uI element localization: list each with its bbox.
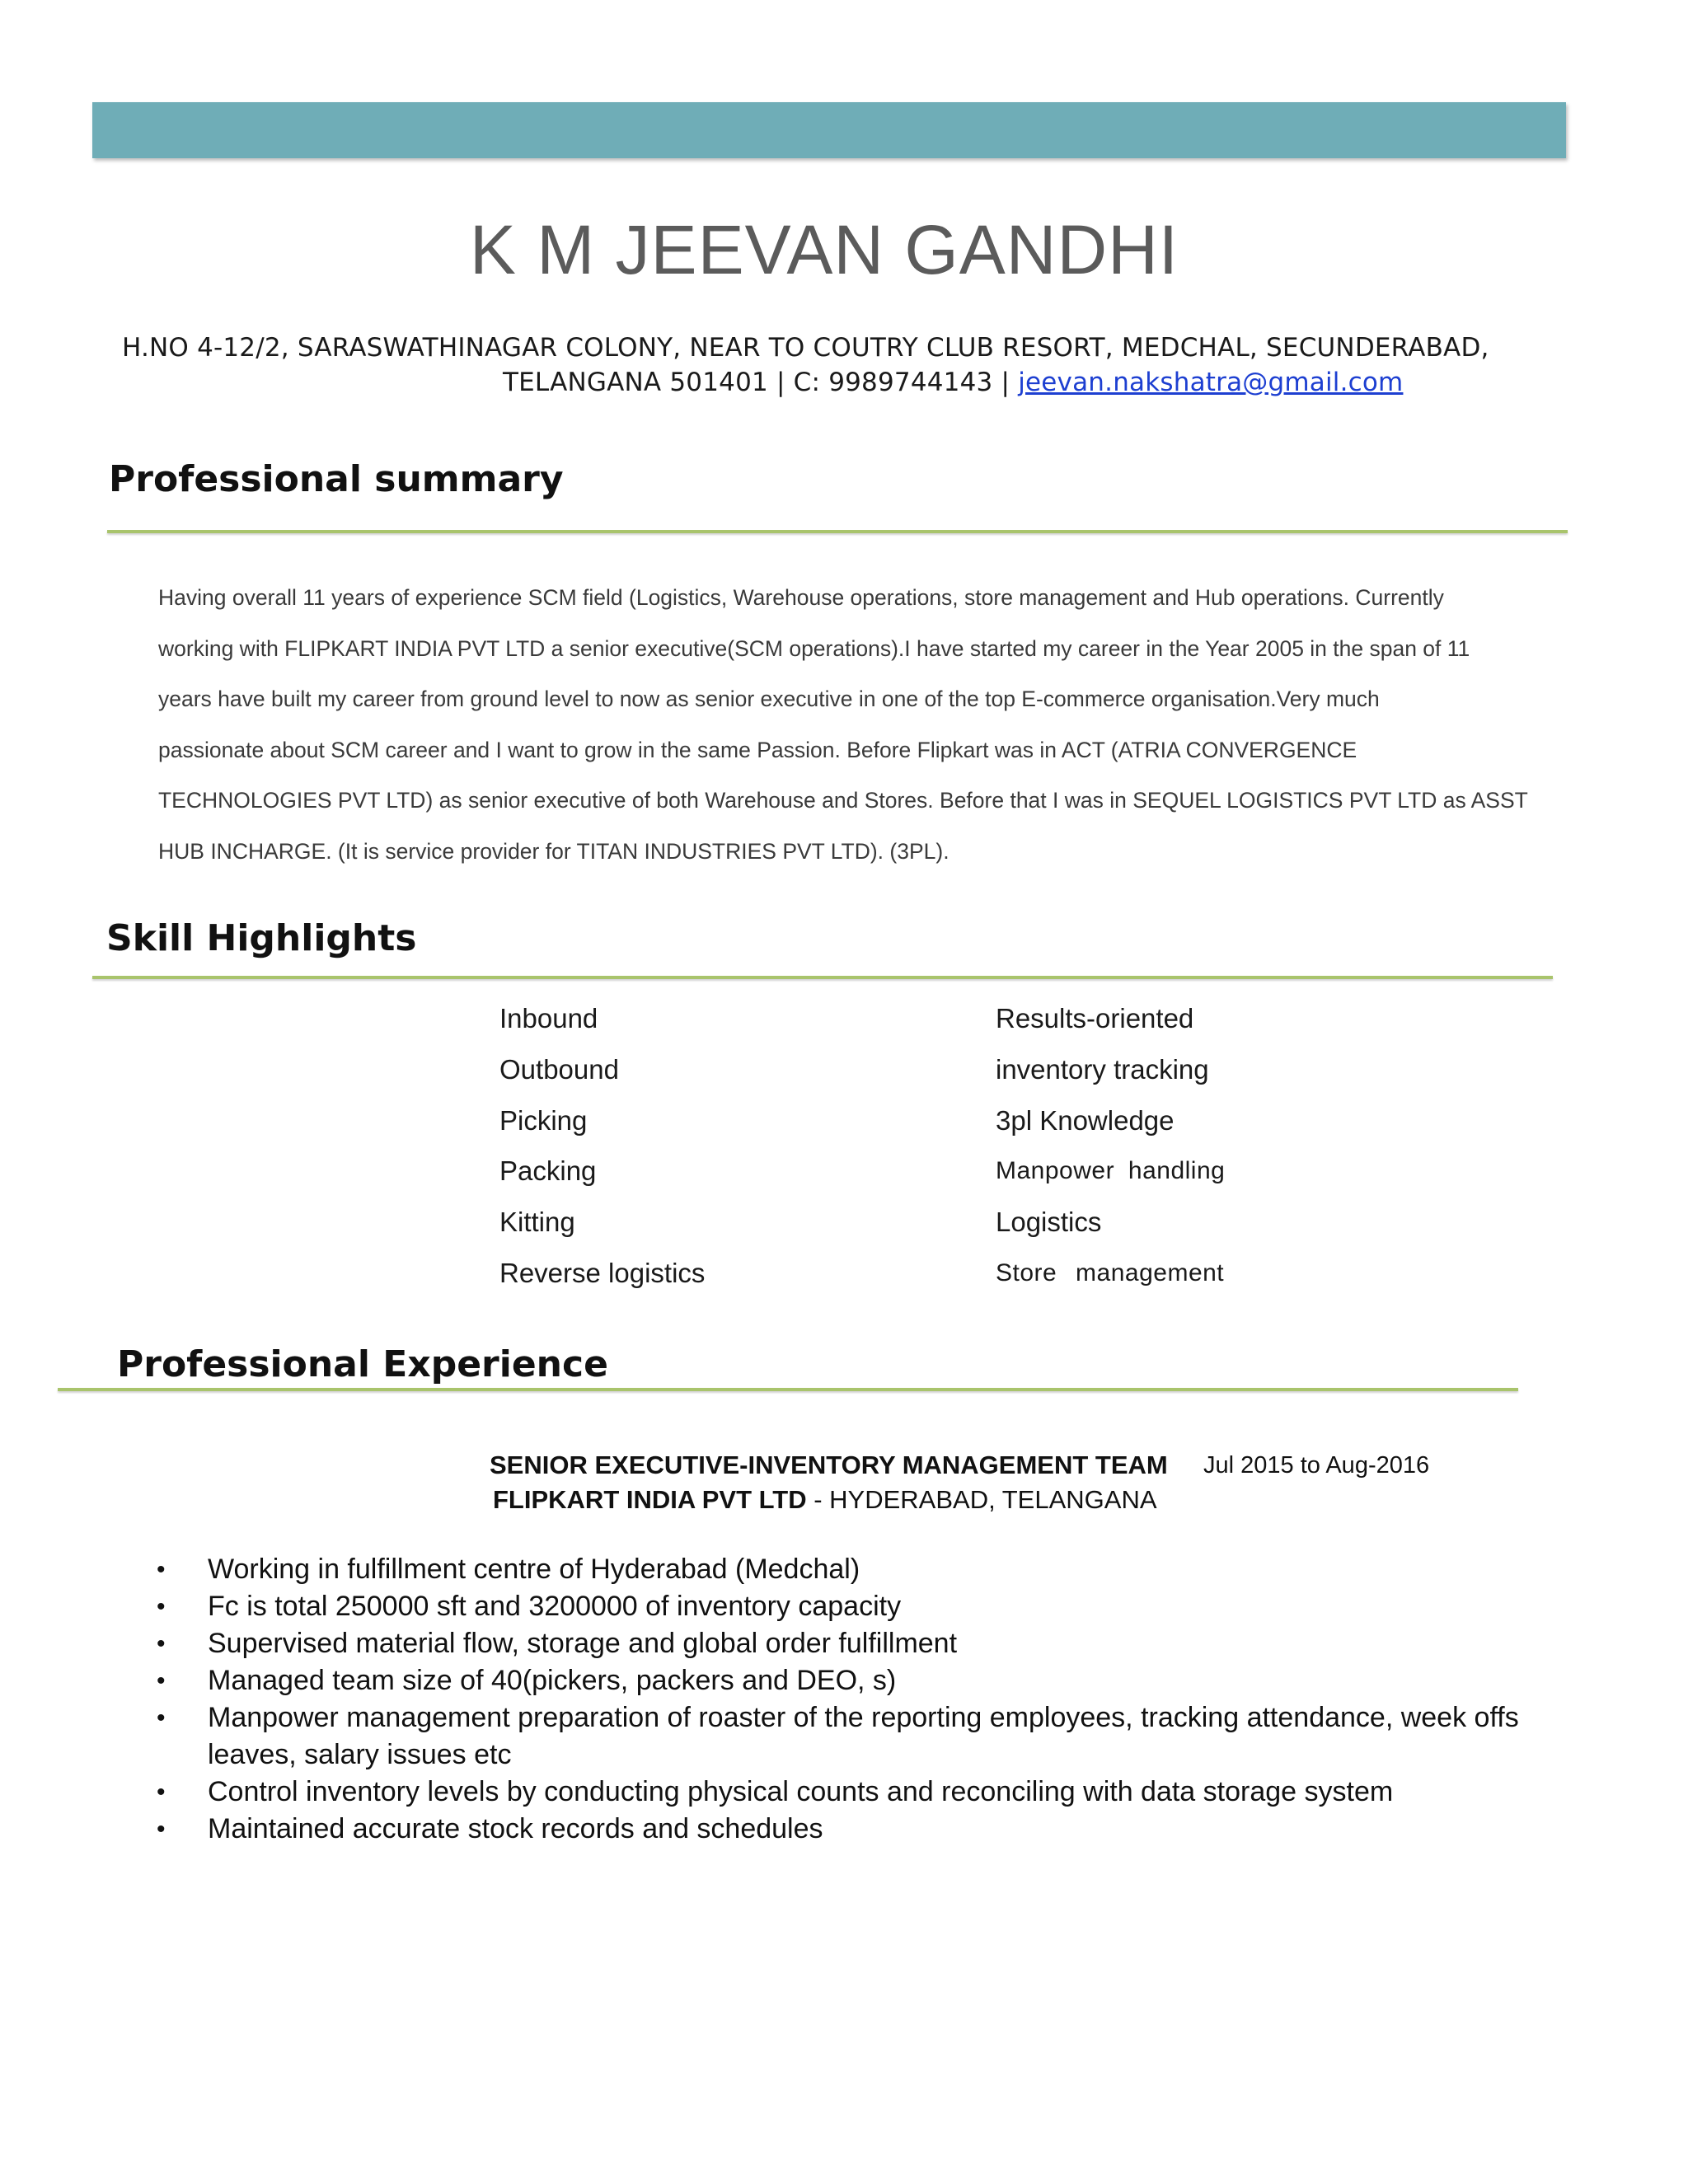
responsibility-item: • Supervised material flow, storage and global order fulfillment (155, 1625, 1556, 1662)
summary-rule (107, 530, 1568, 533)
skills-heading: Skill Highlights (106, 917, 417, 959)
skill-item: Packing (499, 1155, 597, 1186)
email-link[interactable]: jeevan.nakshatra@gmail.com (1018, 368, 1404, 397)
job-location: - HYDERABAD, TELANGANA (806, 1485, 1157, 1514)
address-contact-text: TELANGANA 501401 | C: 9989744143 | (503, 368, 1019, 397)
job-company-line (493, 1485, 1157, 1515)
responsibility-item: • Working in fulfillment centre of Hyderabad (Medchal) (155, 1551, 1556, 1588)
header-accent-bar (92, 102, 1566, 158)
summary-line: working with FLIPKART INDIA PVT LTD a senior executive(SCM operations).I have started my career in the Year 2005 in the span of 11 (158, 635, 1470, 661)
job-responsibilities (155, 1551, 1556, 1848)
responsibility-item: • Managed team size of 40(pickers, packers and DEO, s) (155, 1662, 1556, 1699)
skill-item: Outbound (499, 1054, 619, 1085)
skills-rule (92, 976, 1553, 979)
skill-item: Store management (996, 1259, 1225, 1286)
summary-line: Having overall 11 years of experience SCM field (Logistics, Warehouse operations, store management and Hub operations. Currently (158, 585, 1444, 610)
skill-item: inventory tracking (996, 1054, 1209, 1085)
skill-item: Manpower handling (996, 1157, 1226, 1184)
job-company: FLIPKART INDIA PVT LTD (493, 1485, 807, 1514)
experience-heading: Professional Experience (117, 1343, 608, 1385)
responsibility-item: • Fc is total 250000 sft and 3200000 of inventory capacity (155, 1588, 1556, 1625)
summary-heading: Professional summary (109, 458, 564, 500)
job-title: SENIOR EXECUTIVE-INVENTORY MANAGEMENT TEAM (490, 1451, 1168, 1479)
responsibility-item: • Manpower management preparation of roaster of the reporting employees, tracking attendance, week offs leaves, salary issues etc (155, 1699, 1556, 1774)
skill-item: Reverse logistics (499, 1258, 706, 1288)
skill-item: Inbound (499, 1003, 598, 1033)
summary-line: years have built my career from ground level to now as senior executive in one of the top E-commerce organisation.Very much (158, 687, 1380, 711)
experience-rule (58, 1388, 1518, 1391)
summary-line: HUB INCHARGE. (It is service provider for TITAN INDUSTRIES PVT LTD). (3PL). (158, 838, 950, 864)
skill-item: 3pl Knowledge (996, 1105, 1175, 1136)
summary-line: passionate about SCM career and I want to grow in the same Passion. Before Flipkart was in ACT (ATRIA CONVERGENCE (158, 737, 1357, 762)
summary-text (158, 573, 1543, 877)
job-dates: Jul 2015 to Aug-2016 (1203, 1452, 1430, 1479)
skill-item: Logistics (996, 1207, 1102, 1237)
skill-item: Results-oriented (996, 1003, 1194, 1033)
address-line-2 (503, 368, 1403, 397)
summary-line: TECHNOLOGIES PVT LTD) as senior executive of both Warehouse and Stores. Before that I was in SEQUEL LOGISTICS PVT LTD as ASST (158, 788, 1528, 813)
skill-item: Kitting (499, 1207, 575, 1237)
responsibility-item: • Control inventory levels by conducting physical counts and reconciling with data storage system (155, 1774, 1556, 1811)
skill-item: Picking (499, 1105, 588, 1136)
candidate-name: K M JEEVAN GANDHI (469, 211, 1179, 288)
address-line-1: H.NO 4-12/2, SARASWATHINAGAR COLONY, NEAR TO COUTRY CLUB RESORT, MEDCHAL, SECUNDERABAD, (122, 333, 1489, 363)
responsibility-item: • Maintained accurate stock records and schedules (155, 1811, 1556, 1848)
